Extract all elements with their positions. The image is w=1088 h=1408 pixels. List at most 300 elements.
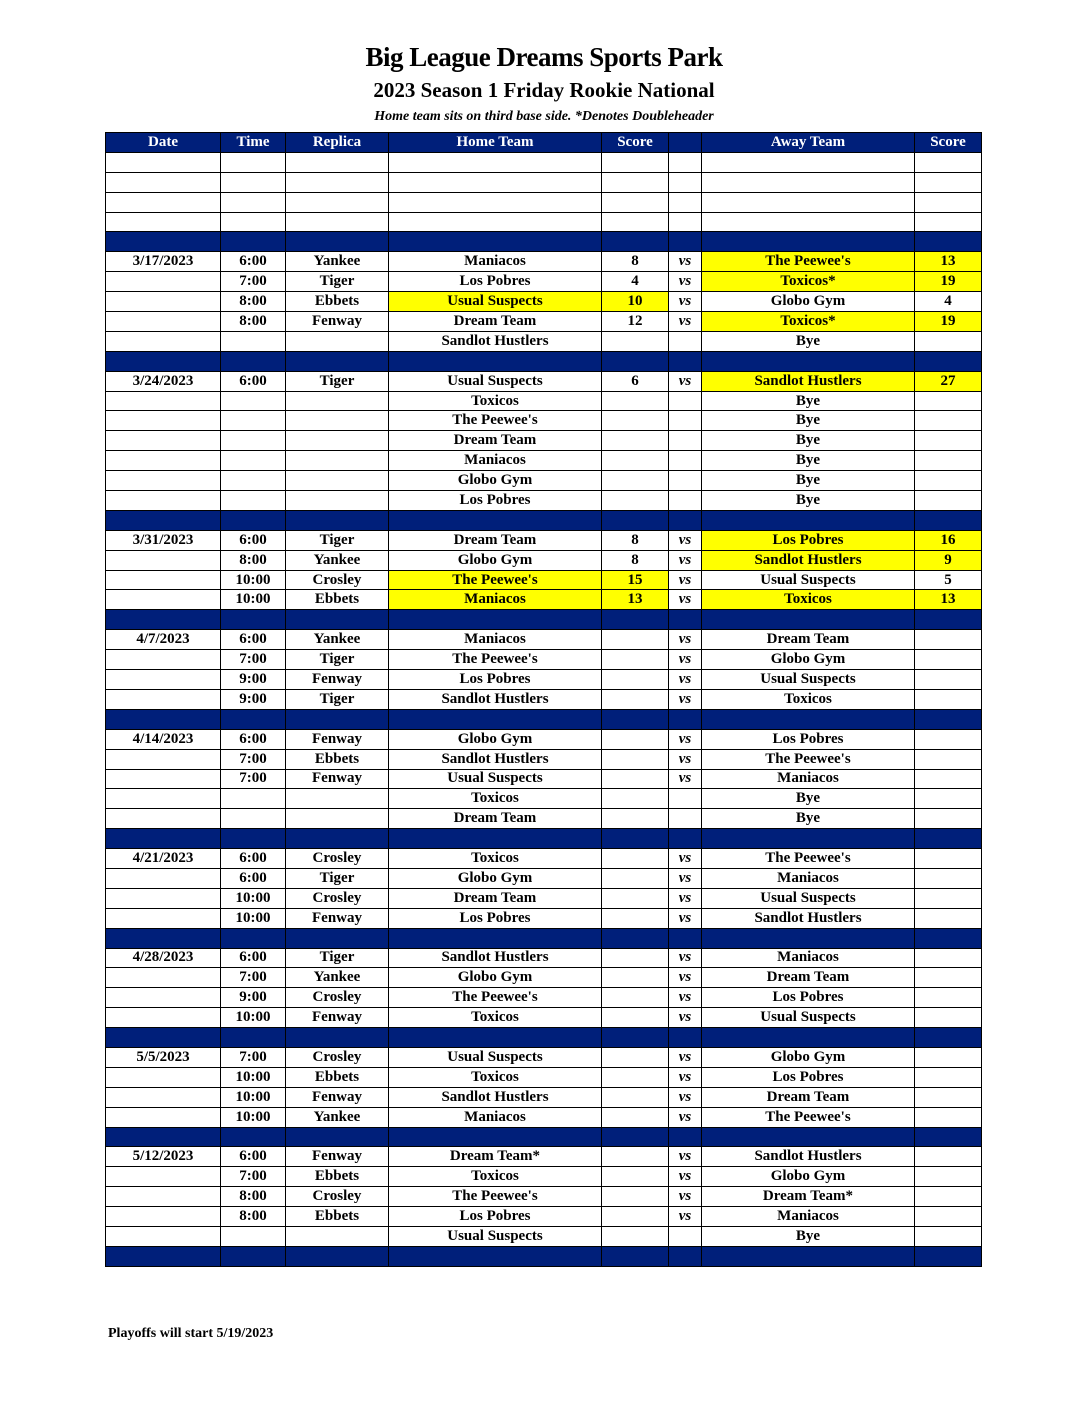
- replica-cell: [286, 411, 389, 431]
- away-team-cell: [702, 928, 915, 948]
- home-team-cell: Usual Suspects: [389, 1226, 602, 1246]
- home-score-cell: [602, 1226, 669, 1246]
- away-team-cell: Bye: [702, 809, 915, 829]
- time-cell: [221, 172, 286, 192]
- away-score-cell: [915, 888, 982, 908]
- vs-cell: vs: [669, 272, 702, 292]
- date-cell: [106, 709, 221, 729]
- replica-cell: Crosley: [286, 1187, 389, 1207]
- replica-cell: Ebbets: [286, 292, 389, 312]
- home-score-cell: 10: [602, 292, 669, 312]
- home-team-cell: Sandlot Hustlers: [389, 749, 602, 769]
- replica-cell: [286, 152, 389, 172]
- replica-cell: [286, 829, 389, 849]
- home-score-cell: [602, 988, 669, 1008]
- time-cell: 6:00: [221, 630, 286, 650]
- time-cell: 8:00: [221, 1187, 286, 1207]
- away-score-cell: [915, 451, 982, 471]
- date-cell: 4/28/2023: [106, 948, 221, 968]
- away-score-cell: [915, 709, 982, 729]
- replica-cell: [286, 928, 389, 948]
- date-cell: [106, 1246, 221, 1266]
- week-separator-row: [106, 928, 982, 948]
- col-header-replica: Replica: [286, 133, 389, 153]
- time-cell: [221, 789, 286, 809]
- away-team-cell: Bye: [702, 411, 915, 431]
- replica-cell: [286, 391, 389, 411]
- vs-cell: [669, 1028, 702, 1048]
- time-cell: [221, 1028, 286, 1048]
- vs-cell: vs: [669, 550, 702, 570]
- home-score-cell: 8: [602, 530, 669, 550]
- date-cell: [106, 331, 221, 351]
- home-team-cell: Los Pobres: [389, 908, 602, 928]
- home-score-cell: [602, 232, 669, 252]
- home-score-cell: [602, 192, 669, 212]
- date-cell: [106, 292, 221, 312]
- away-score-cell: [915, 729, 982, 749]
- away-score-cell: 9: [915, 550, 982, 570]
- vs-cell: [669, 829, 702, 849]
- time-cell: 10:00: [221, 1107, 286, 1127]
- home-score-cell: [602, 1008, 669, 1028]
- away-team-cell: [702, 172, 915, 192]
- date-cell: [106, 550, 221, 570]
- blank-row: [106, 212, 982, 232]
- date-cell: [106, 471, 221, 491]
- date-cell: 5/12/2023: [106, 1147, 221, 1167]
- week-separator-row: [106, 232, 982, 252]
- replica-cell: [286, 471, 389, 491]
- replica-cell: [286, 1127, 389, 1147]
- replica-cell: [286, 1226, 389, 1246]
- time-cell: [221, 391, 286, 411]
- home-team-cell: Toxicos: [389, 789, 602, 809]
- away-team-cell: Bye: [702, 491, 915, 511]
- home-score-cell: 8: [602, 252, 669, 272]
- away-team-cell: [702, 232, 915, 252]
- date-cell: [106, 451, 221, 471]
- replica-cell: [286, 789, 389, 809]
- time-cell: 6:00: [221, 729, 286, 749]
- away-score-cell: [915, 650, 982, 670]
- away-score-cell: [915, 212, 982, 232]
- home-score-cell: [602, 650, 669, 670]
- away-team-cell: [702, 351, 915, 371]
- away-score-cell: [915, 968, 982, 988]
- home-score-cell: [602, 1207, 669, 1227]
- date-cell: [106, 1008, 221, 1028]
- away-score-cell: [915, 1107, 982, 1127]
- time-cell: [221, 491, 286, 511]
- replica-cell: Yankee: [286, 968, 389, 988]
- home-team-cell: [389, 610, 602, 630]
- replica-cell: Ebbets: [286, 1067, 389, 1087]
- away-team-cell: Toxicos*: [702, 312, 915, 332]
- time-cell: 6:00: [221, 530, 286, 550]
- vs-cell: vs: [669, 590, 702, 610]
- home-score-cell: 8: [602, 550, 669, 570]
- replica-cell: Crosley: [286, 888, 389, 908]
- away-team-cell: Toxicos: [702, 590, 915, 610]
- vs-cell: [669, 232, 702, 252]
- replica-cell: Yankee: [286, 550, 389, 570]
- vs-cell: [669, 1246, 702, 1266]
- home-team-cell: The Peewee's: [389, 1187, 602, 1207]
- replica-cell: Tiger: [286, 689, 389, 709]
- time-cell: 7:00: [221, 769, 286, 789]
- table-row: [106, 1207, 982, 1227]
- vs-cell: [669, 172, 702, 192]
- vs-cell: vs: [669, 252, 702, 272]
- vs-cell: [669, 212, 702, 232]
- home-score-cell: [602, 610, 669, 630]
- away-team-cell: [702, 1127, 915, 1147]
- replica-cell: Ebbets: [286, 1207, 389, 1227]
- away-score-cell: 5: [915, 570, 982, 590]
- time-cell: 9:00: [221, 689, 286, 709]
- vs-cell: [669, 491, 702, 511]
- table-row: [106, 491, 982, 511]
- away-team-cell: Maniacos: [702, 868, 915, 888]
- vs-cell: vs: [669, 650, 702, 670]
- home-score-cell: [602, 1147, 669, 1167]
- home-team-cell: [389, 1028, 602, 1048]
- date-cell: [106, 1127, 221, 1147]
- home-team-cell: The Peewee's: [389, 411, 602, 431]
- away-team-cell: Dream Team: [702, 968, 915, 988]
- vs-cell: vs: [669, 849, 702, 869]
- replica-cell: Fenway: [286, 670, 389, 690]
- replica-cell: Ebbets: [286, 749, 389, 769]
- vs-cell: vs: [669, 1008, 702, 1028]
- table-row: [106, 391, 982, 411]
- date-cell: [106, 152, 221, 172]
- away-team-cell: Sandlot Hustlers: [702, 908, 915, 928]
- week-separator-row: [106, 610, 982, 630]
- date-cell: [106, 1028, 221, 1048]
- time-cell: 8:00: [221, 550, 286, 570]
- home-team-cell: Los Pobres: [389, 272, 602, 292]
- time-cell: [221, 1127, 286, 1147]
- home-score-cell: 15: [602, 570, 669, 590]
- replica-cell: [286, 212, 389, 232]
- home-team-cell: [389, 351, 602, 371]
- replica-cell: Crosley: [286, 988, 389, 1008]
- table-row: [106, 988, 982, 1008]
- replica-cell: Crosley: [286, 849, 389, 869]
- table-row: [106, 1087, 982, 1107]
- home-score-cell: [602, 451, 669, 471]
- away-score-cell: [915, 1067, 982, 1087]
- date-cell: 3/24/2023: [106, 371, 221, 391]
- away-team-cell: The Peewee's: [702, 1107, 915, 1127]
- replica-cell: [286, 1246, 389, 1266]
- away-score-cell: [915, 1047, 982, 1067]
- time-cell: 10:00: [221, 1087, 286, 1107]
- col-header-away-score: Score: [915, 133, 982, 153]
- replica-cell: Tiger: [286, 272, 389, 292]
- home-team-cell: Dream Team*: [389, 1147, 602, 1167]
- away-team-cell: Bye: [702, 471, 915, 491]
- home-score-cell: 13: [602, 590, 669, 610]
- time-cell: 6:00: [221, 849, 286, 869]
- time-cell: [221, 809, 286, 829]
- replica-cell: Fenway: [286, 1087, 389, 1107]
- away-team-cell: Sandlot Hustlers: [702, 1147, 915, 1167]
- home-score-cell: 4: [602, 272, 669, 292]
- away-team-cell: Usual Suspects: [702, 570, 915, 590]
- home-score-cell: [602, 868, 669, 888]
- away-score-cell: [915, 829, 982, 849]
- vs-cell: vs: [669, 988, 702, 1008]
- table-row: [106, 471, 982, 491]
- week-separator-row: [106, 510, 982, 530]
- replica-cell: Fenway: [286, 908, 389, 928]
- replica-cell: Yankee: [286, 1107, 389, 1127]
- home-team-cell: Dream Team: [389, 530, 602, 550]
- time-cell: 6:00: [221, 868, 286, 888]
- away-score-cell: [915, 988, 982, 1008]
- away-score-cell: [915, 670, 982, 690]
- date-cell: [106, 1067, 221, 1087]
- date-cell: [106, 1207, 221, 1227]
- table-row: [106, 689, 982, 709]
- away-team-cell: [702, 829, 915, 849]
- home-team-cell: Sandlot Hustlers: [389, 1087, 602, 1107]
- home-team-cell: Toxicos: [389, 391, 602, 411]
- schedule-table: [105, 132, 982, 1267]
- away-score-cell: 13: [915, 252, 982, 272]
- date-cell: [106, 172, 221, 192]
- table-row: [106, 968, 982, 988]
- date-cell: [106, 510, 221, 530]
- away-score-cell: [915, 1226, 982, 1246]
- home-score-cell: 6: [602, 371, 669, 391]
- date-cell: [106, 411, 221, 431]
- away-team-cell: [702, 510, 915, 530]
- time-cell: 7:00: [221, 650, 286, 670]
- col-header-home-score: Score: [602, 133, 669, 153]
- table-row: [106, 809, 982, 829]
- vs-cell: vs: [669, 729, 702, 749]
- away-score-cell: [915, 471, 982, 491]
- away-team-cell: Sandlot Hustlers: [702, 550, 915, 570]
- vs-cell: [669, 331, 702, 351]
- away-score-cell: [915, 908, 982, 928]
- table-row: [106, 272, 982, 292]
- home-team-cell: Toxicos: [389, 849, 602, 869]
- vs-cell: [669, 510, 702, 530]
- date-cell: [106, 988, 221, 1008]
- blank-row: [106, 192, 982, 212]
- away-score-cell: 16: [915, 530, 982, 550]
- replica-cell: [286, 431, 389, 451]
- home-score-cell: [602, 769, 669, 789]
- date-cell: [106, 968, 221, 988]
- home-score-cell: [602, 391, 669, 411]
- table-row: [106, 530, 982, 550]
- away-team-cell: Maniacos: [702, 769, 915, 789]
- home-score-cell: [602, 152, 669, 172]
- home-score-cell: [602, 689, 669, 709]
- time-cell: 6:00: [221, 948, 286, 968]
- away-team-cell: [702, 610, 915, 630]
- table-row: [106, 1008, 982, 1028]
- time-cell: [221, 1246, 286, 1266]
- vs-cell: [669, 1226, 702, 1246]
- home-team-cell: Toxicos: [389, 1067, 602, 1087]
- replica-cell: Tiger: [286, 650, 389, 670]
- replica-cell: [286, 510, 389, 530]
- home-score-cell: [602, 1028, 669, 1048]
- home-team-cell: [389, 152, 602, 172]
- table-row: [106, 749, 982, 769]
- time-cell: [221, 928, 286, 948]
- replica-cell: Fenway: [286, 312, 389, 332]
- home-team-cell: Maniacos: [389, 630, 602, 650]
- home-team-cell: The Peewee's: [389, 650, 602, 670]
- table-row: [106, 1167, 982, 1187]
- away-score-cell: [915, 1207, 982, 1227]
- table-row: [106, 1187, 982, 1207]
- home-team-cell: [389, 1127, 602, 1147]
- table-row: [106, 769, 982, 789]
- date-cell: [106, 391, 221, 411]
- replica-cell: Tiger: [286, 530, 389, 550]
- away-score-cell: [915, 510, 982, 530]
- away-score-cell: [915, 232, 982, 252]
- time-cell: 7:00: [221, 272, 286, 292]
- away-team-cell: Usual Suspects: [702, 670, 915, 690]
- home-score-cell: [602, 331, 669, 351]
- time-cell: 7:00: [221, 749, 286, 769]
- time-cell: [221, 829, 286, 849]
- home-team-cell: Sandlot Hustlers: [389, 331, 602, 351]
- date-cell: 3/31/2023: [106, 530, 221, 550]
- home-score-cell: [602, 431, 669, 451]
- home-team-cell: [389, 510, 602, 530]
- table-row: [106, 630, 982, 650]
- away-team-cell: Dream Team*: [702, 1187, 915, 1207]
- away-score-cell: [915, 192, 982, 212]
- vs-cell: vs: [669, 749, 702, 769]
- replica-cell: Tiger: [286, 948, 389, 968]
- date-cell: [106, 829, 221, 849]
- time-cell: 8:00: [221, 312, 286, 332]
- away-score-cell: [915, 1087, 982, 1107]
- home-score-cell: [602, 749, 669, 769]
- replica-cell: Yankee: [286, 252, 389, 272]
- home-team-cell: [389, 928, 602, 948]
- home-score-cell: [602, 411, 669, 431]
- table-row: [106, 371, 982, 391]
- away-score-cell: [915, 431, 982, 451]
- vs-cell: vs: [669, 292, 702, 312]
- time-cell: [221, 610, 286, 630]
- date-cell: [106, 312, 221, 332]
- home-team-cell: Usual Suspects: [389, 769, 602, 789]
- time-cell: 7:00: [221, 1047, 286, 1067]
- time-cell: 10:00: [221, 888, 286, 908]
- home-team-cell: Los Pobres: [389, 670, 602, 690]
- away-team-cell: Maniacos: [702, 948, 915, 968]
- away-team-cell: Usual Suspects: [702, 888, 915, 908]
- table-row: [106, 948, 982, 968]
- away-team-cell: Los Pobres: [702, 530, 915, 550]
- home-team-cell: Globo Gym: [389, 968, 602, 988]
- date-cell: [106, 590, 221, 610]
- away-score-cell: [915, 411, 982, 431]
- time-cell: [221, 331, 286, 351]
- away-team-cell: [702, 152, 915, 172]
- home-team-cell: Maniacos: [389, 1107, 602, 1127]
- week-separator-row: [106, 1127, 982, 1147]
- replica-cell: [286, 1028, 389, 1048]
- replica-cell: [286, 709, 389, 729]
- col-header-away-team: Away Team: [702, 133, 915, 153]
- table-row: [106, 451, 982, 471]
- vs-cell: vs: [669, 530, 702, 550]
- home-score-cell: [602, 1047, 669, 1067]
- away-score-cell: [915, 1147, 982, 1167]
- replica-cell: Crosley: [286, 1047, 389, 1067]
- away-team-cell: Dream Team: [702, 1087, 915, 1107]
- vs-cell: vs: [669, 1167, 702, 1187]
- away-team-cell: Globo Gym: [702, 1167, 915, 1187]
- away-team-cell: Bye: [702, 331, 915, 351]
- away-score-cell: [915, 1246, 982, 1266]
- vs-cell: [669, 809, 702, 829]
- away-score-cell: [915, 1028, 982, 1048]
- home-team-cell: Maniacos: [389, 252, 602, 272]
- week-separator-row: [106, 1246, 982, 1266]
- vs-cell: vs: [669, 769, 702, 789]
- blank-row: [106, 172, 982, 192]
- replica-cell: Fenway: [286, 1008, 389, 1028]
- table-row: [106, 312, 982, 332]
- replica-cell: Crosley: [286, 570, 389, 590]
- home-score-cell: [602, 849, 669, 869]
- time-cell: 7:00: [221, 1167, 286, 1187]
- home-score-cell: [602, 471, 669, 491]
- date-cell: [106, 351, 221, 371]
- time-cell: [221, 351, 286, 371]
- away-team-cell: Maniacos: [702, 1207, 915, 1227]
- time-cell: [221, 232, 286, 252]
- away-team-cell: Globo Gym: [702, 650, 915, 670]
- table-row: [106, 650, 982, 670]
- away-team-cell: Dream Team: [702, 630, 915, 650]
- table-row: [106, 1147, 982, 1167]
- replica-cell: Tiger: [286, 868, 389, 888]
- home-score-cell: [602, 1246, 669, 1266]
- vs-cell: vs: [669, 1147, 702, 1167]
- home-score-cell: [602, 709, 669, 729]
- vs-cell: [669, 928, 702, 948]
- replica-cell: [286, 451, 389, 471]
- home-team-cell: [389, 172, 602, 192]
- replica-cell: [286, 232, 389, 252]
- week-separator-row: [106, 709, 982, 729]
- home-score-cell: [602, 670, 669, 690]
- page-title: Big League Dreams Sports Park: [365, 42, 723, 72]
- away-team-cell: Los Pobres: [702, 988, 915, 1008]
- table-row: [106, 670, 982, 690]
- home-score-cell: [602, 351, 669, 371]
- replica-cell: [286, 491, 389, 511]
- home-team-cell: The Peewee's: [389, 570, 602, 590]
